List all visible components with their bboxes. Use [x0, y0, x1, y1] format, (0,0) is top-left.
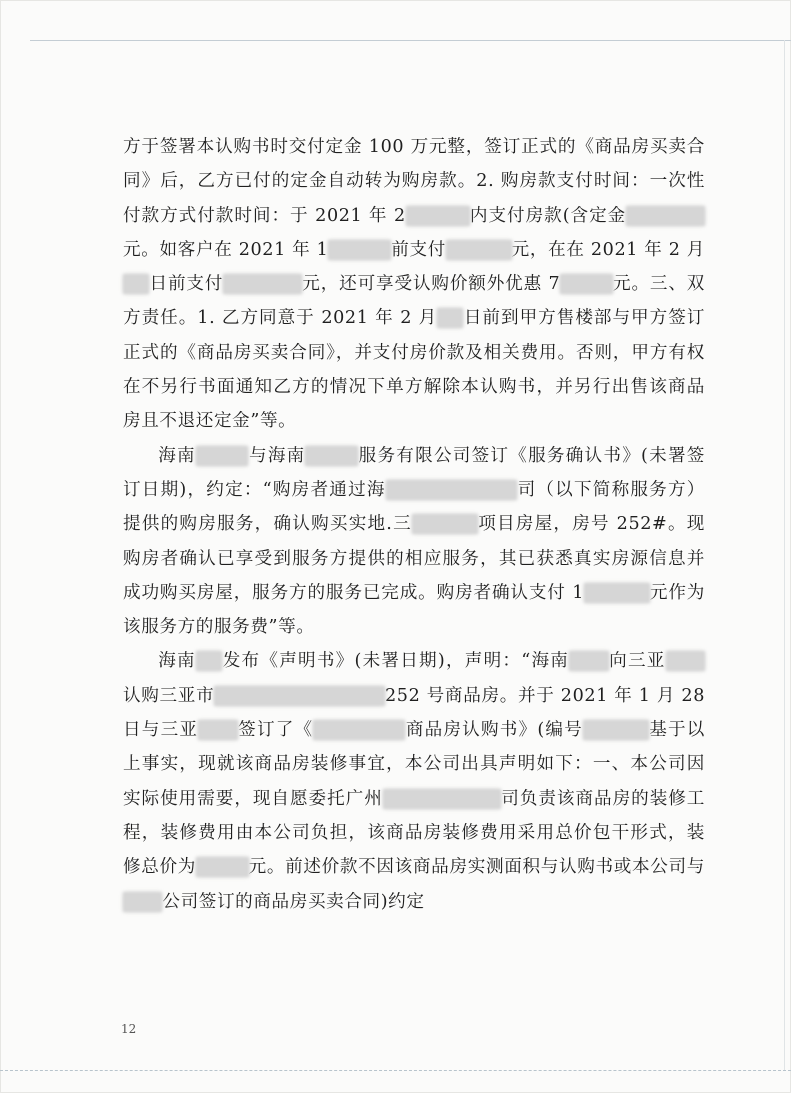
paragraph-1: [123, 130, 705, 439]
paragraph-text: 元。三、双方责任。1. 乙方同意于 2021 年 2 月: [123, 274, 705, 329]
paragraph-text: 与海南: [248, 445, 306, 466]
redacted-text: [223, 274, 302, 294]
paragraph-text: 元。前述价款不因该商品房实测面积与认购书或本公司与: [248, 857, 705, 878]
redacted-text: [196, 651, 222, 671]
paragraph-text: 项目房屋，房号 252#。现购房者确认已享受到服务方提供的相应服务，其已获悉真实房源信息并成功购买房屋，服务方的服务已完成。购房者确认支付 1: [123, 514, 705, 603]
redacted-text: [437, 308, 463, 328]
paragraph-text: 商品房认购书》(编号: [405, 720, 583, 741]
paragraph-text: 日前到甲方售楼部与甲方签订正式的《商品房买卖合同》，并支付房价款及相关费用。否则，甲方有权在不另行书面通知乙方的情况下单方解除本认购书，并另行出售该商品房且不退还定金”等。: [123, 308, 705, 432]
redacted-text: [198, 720, 237, 740]
paragraph-text: 发布《声明书》(未署日期)，声明：“海南: [222, 651, 570, 672]
paragraph-text: 司（以下简称服务方）提供的购房服务，确认购买实地.三: [123, 479, 705, 535]
paragraph-text: 服务有限公司签订《服务确认书》(未署签订日期)，约定：“购房者通过海: [123, 445, 705, 500]
redacted-text: [560, 274, 613, 294]
paragraph-3: [123, 644, 705, 918]
redacted-text: [666, 651, 705, 671]
paragraph-text: 前支付: [391, 239, 446, 260]
redacted-text: [214, 686, 385, 706]
redacted-text: [328, 240, 391, 260]
paragraph-text: 签订了《: [237, 720, 314, 741]
redacted-text: [583, 720, 649, 740]
paragraph-text: 内支付房款(含定金: [469, 205, 627, 226]
paragraph-text: 司负责该商品房的装修工程，装修费用由本公司负担，该商品房装修费用采用总价包干形式，装修总价为: [123, 788, 705, 878]
paragraph-text: 元。如客户在 2021 年 1: [123, 239, 329, 260]
page-number: 12: [121, 1022, 137, 1036]
paragraph-text: 方于签署本认购书时交付定金 100 万元整，签订正式的《商品房买卖合同》后，乙方已付的定金自动转为购房款。2. 购房款支付时间：一次性付款方式付款时间：于 2021 年 2: [123, 137, 705, 226]
redacted-text: [196, 857, 249, 877]
redacted-text: [313, 720, 405, 740]
redacted-text: [196, 446, 249, 466]
paragraph-text: 认购三亚市: [123, 685, 215, 706]
paragraph-text: 基于以上事实，现就该商品房装修事宜，本公司出具声明如下：一、本公司因实际使用需要，现自愿委托广州: [123, 720, 705, 809]
paragraph-text: 海南: [158, 445, 196, 466]
redacted-text: [626, 206, 705, 226]
scan-bottom-border: [0, 1070, 791, 1071]
redacted-text: [406, 206, 470, 226]
redacted-text: [569, 651, 608, 671]
redacted-text: [123, 892, 162, 912]
redacted-text: [383, 789, 501, 809]
scan-top-border: [30, 40, 791, 41]
paragraph-text: 海南: [158, 651, 196, 672]
paragraph-text: 元，在在 2021 年 2 月: [511, 239, 705, 260]
redacted-text: [446, 240, 512, 260]
redacted-text: [412, 514, 478, 534]
paragraph-text: 向三亚: [608, 651, 666, 672]
document-body: [123, 130, 705, 919]
scan-right-edge: [784, 40, 785, 1071]
paragraph-text: 元作为该服务方的服务费”等。: [123, 582, 705, 638]
paragraph-text: 252 号商品房。并于 2021 年 1 月 28 日与三亚: [123, 685, 705, 741]
paragraph-2: [123, 439, 705, 645]
redacted-text: [386, 480, 517, 500]
paragraph-text: 公司签订的商品房买卖合同)约定: [162, 891, 425, 912]
paragraph-text: 日前支付: [149, 274, 224, 295]
redacted-text: [584, 583, 650, 603]
redacted-text: [305, 446, 358, 466]
redacted-text: [123, 274, 149, 294]
paragraph-text: 元，还可享受认购价额外优惠 7: [302, 274, 561, 295]
